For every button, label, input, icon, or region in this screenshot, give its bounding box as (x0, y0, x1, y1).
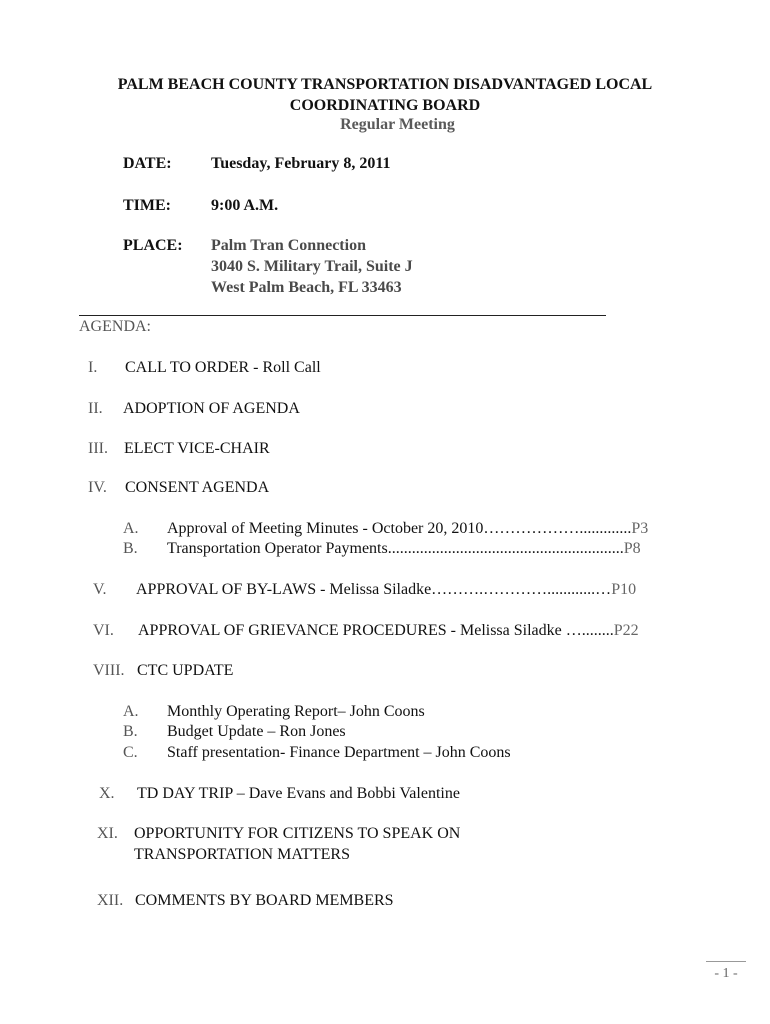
sub-item-letter: A. (123, 520, 139, 537)
section-divider (79, 315, 606, 316)
page-reference: P10 (611, 581, 637, 598)
agenda-item-adoption: ADOPTION OF AGENDA (123, 400, 300, 417)
agenda-item-number: I. (88, 359, 98, 376)
agenda-item-number: II. (88, 400, 103, 417)
agenda-item-number: V. (93, 581, 107, 598)
date-label: DATE: (123, 155, 172, 172)
agenda-item-number: VI. (93, 622, 114, 639)
footer-divider (706, 961, 746, 962)
place-line1: Palm Tran Connection (211, 237, 366, 254)
sub-item-text: Transportation Operator Payments........................................................... (167, 540, 624, 557)
sub-item-text: Approval of Meeting Minutes - October 20, 2010………………............. (167, 520, 632, 537)
agenda-item-td-day-trip: TD DAY TRIP – Dave Evans and Bobbi Valentine (137, 785, 460, 802)
agenda-item-text: APPROVAL OF GRIEVANCE PROCEDURES - Melissa Siladke …........ (138, 622, 614, 639)
sub-item-letter: B. (123, 540, 138, 557)
agenda-item-bylaws (136, 581, 636, 599)
sub-item-operator-payments (167, 540, 641, 558)
place-label: PLACE: (123, 237, 183, 254)
sub-item-operating-report: Monthly Operating Report– John Coons (167, 703, 425, 720)
page-reference: P3 (631, 520, 649, 537)
sub-item-letter: B. (123, 723, 138, 740)
agenda-item-number: XII. (97, 892, 124, 909)
page-reference: P8 (623, 540, 641, 557)
page-number: - 1 - (714, 966, 738, 981)
agenda-item-call-to-order: CALL TO ORDER - Roll Call (125, 359, 321, 376)
time-label: TIME: (123, 197, 171, 214)
place-line2: 3040 S. Military Trail, Suite J (211, 258, 413, 275)
page-reference: P22 (613, 622, 639, 639)
agenda-item-citizens-speak-line2: TRANSPORTATION MATTERS (134, 846, 350, 863)
time-value: 9:00 A.M. (211, 197, 279, 214)
agenda-item-elect-vice-chair: ELECT VICE-CHAIR (124, 440, 270, 457)
date-value: Tuesday, February 8, 2011 (211, 155, 391, 172)
agenda-item-board-comments: COMMENTS BY BOARD MEMBERS (135, 892, 394, 909)
agenda-item-number: VIII. (93, 662, 125, 679)
agenda-item-number: IV. (88, 479, 107, 496)
sub-item-staff-presentation: Staff presentation- Finance Department – John Coons (167, 744, 511, 761)
sub-item-letter: A. (123, 703, 139, 720)
sub-item-letter: C. (123, 744, 138, 761)
sub-item-budget-update: Budget Update – Ron Jones (167, 723, 346, 740)
agenda-label: AGENDA: (79, 318, 151, 335)
sub-item-meeting-minutes (167, 520, 648, 538)
agenda-item-ctc-update: CTC UPDATE (137, 662, 234, 679)
place-line3: West Palm Beach, FL 33463 (211, 279, 402, 296)
agenda-item-consent-agenda: CONSENT AGENDA (125, 479, 270, 496)
agenda-item-text: APPROVAL OF BY-LAWS - Melissa Siladke……….…………............… (136, 581, 612, 598)
document-title-line2: COORDINATING BOARD (289, 97, 481, 114)
agenda-item-grievance (138, 622, 639, 640)
agenda-item-number: X. (99, 785, 115, 802)
agenda-item-citizens-speak-line1: OPPORTUNITY FOR CITIZENS TO SPEAK ON (134, 825, 461, 842)
document-title-line1: PALM BEACH COUNTY TRANSPORTATION DISADVANTAGED LOCAL (117, 76, 653, 93)
agenda-item-number: XI. (97, 825, 118, 842)
document-subtitle: Regular Meeting (340, 116, 455, 133)
agenda-item-number: III. (88, 440, 108, 457)
